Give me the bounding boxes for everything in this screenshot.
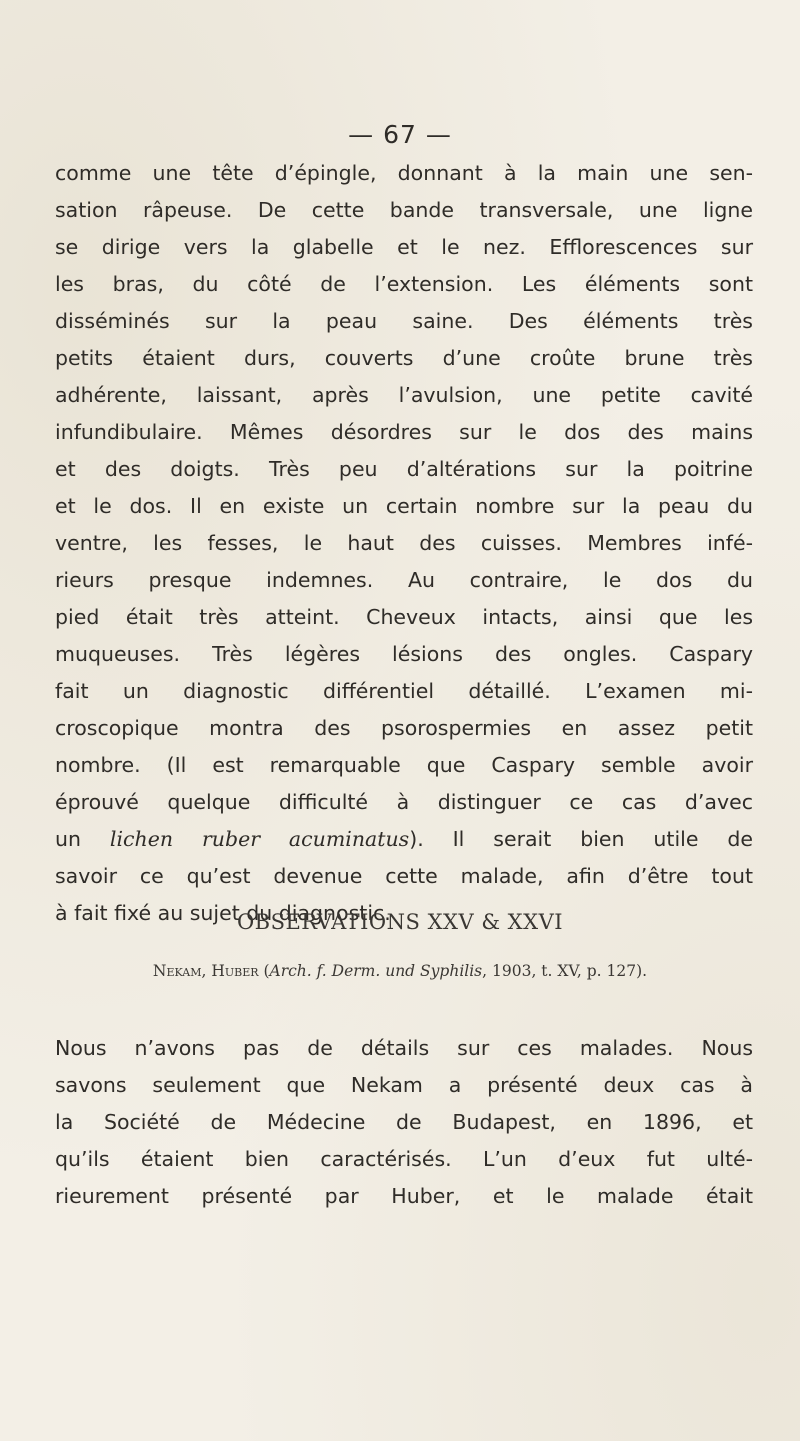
- text-line: comme une tête d’épingle, donnant à la main une sen-: [55, 161, 753, 185]
- reference-authors: Nekam, Huber: [152, 962, 259, 980]
- paragraph-observation-text: [55, 155, 753, 932]
- text-line: pied était très atteint. Cheveux intacts, ainsi que les: [55, 605, 753, 629]
- bibliographic-reference: [0, 962, 800, 980]
- text-line: se dirige vers la glabelle et le nez. Efflorescences sur: [55, 235, 753, 259]
- reference-open-paren: (: [258, 962, 270, 980]
- page-number: — 67 —: [348, 120, 452, 149]
- text-line-with-italic: [55, 821, 753, 858]
- text-line: savons seulement que Nekam a présenté deux cas à: [55, 1073, 753, 1097]
- text-line: éprouvé quelque difficulté à distinguer ce cas d’avec: [55, 790, 753, 814]
- paragraph-nekam-text: [55, 1030, 753, 1215]
- text-line: nombre. (Il est remarquable que Caspary semble avoir: [55, 753, 753, 777]
- text-line: les bras, du côté de l’extension. Les éléments sont: [55, 272, 753, 296]
- text-fragment: un: [55, 827, 110, 851]
- text-line: muqueuses. Très légères lésions des ongles. Caspary: [55, 642, 753, 666]
- text-line: et le dos. Il en existe un certain nombre sur la peau du: [55, 494, 753, 518]
- text-line: rieurement présenté par Huber, et le malade était: [55, 1184, 753, 1208]
- reference-journal: Arch. f. Derm. und Syphilis: [269, 962, 483, 980]
- text-line: rieurs presque indemnes. Au contraire, le dos du: [55, 568, 753, 592]
- text-line: fait un diagnostic différentiel détaillé. L’examen mi-: [55, 679, 753, 703]
- text-line: à fait fixé au sujet du diagnostic.: [55, 901, 391, 925]
- text-line: croscopique montra des psorospermies en assez petit: [55, 716, 753, 740]
- reference-details: , 1903, t. XV, p. 127).: [482, 962, 648, 980]
- text-line: adhérente, laissant, après l’avulsion, une petite cavité: [55, 383, 753, 407]
- section-heading: OBSERVATIONS XXV & XXVI: [236, 910, 564, 934]
- text-line: qu’ils étaient bien caractérisés. L’un d’eux fut ulté-: [55, 1147, 753, 1171]
- text-line: infundibulaire. Mêmes désordres sur le dos des mains: [55, 420, 753, 444]
- italic-term-lichen-ruber: lichen ruber acuminatus: [109, 827, 410, 851]
- text-line: la Société de Médecine de Budapest, en 1896, et: [55, 1110, 753, 1134]
- text-line: et des doigts. Très peu d’altérations sur la poitrine: [55, 457, 753, 481]
- text-line: savoir ce qu’est devenue cette malade, afin d’être tout: [55, 864, 753, 888]
- text-line: Nous n’avons pas de détails sur ces malades. Nous: [55, 1036, 753, 1060]
- text-line: petits étaient durs, couverts d’une croûte brune très: [55, 346, 753, 370]
- text-line: sation râpeuse. De cette bande transversale, une ligne: [55, 198, 753, 222]
- text-fragment: ). Il serait bien utile de: [409, 827, 753, 851]
- text-line: ventre, les fesses, le haut des cuisses. Membres infé-: [55, 531, 753, 555]
- text-line: disséminés sur la peau saine. Des éléments très: [55, 309, 753, 333]
